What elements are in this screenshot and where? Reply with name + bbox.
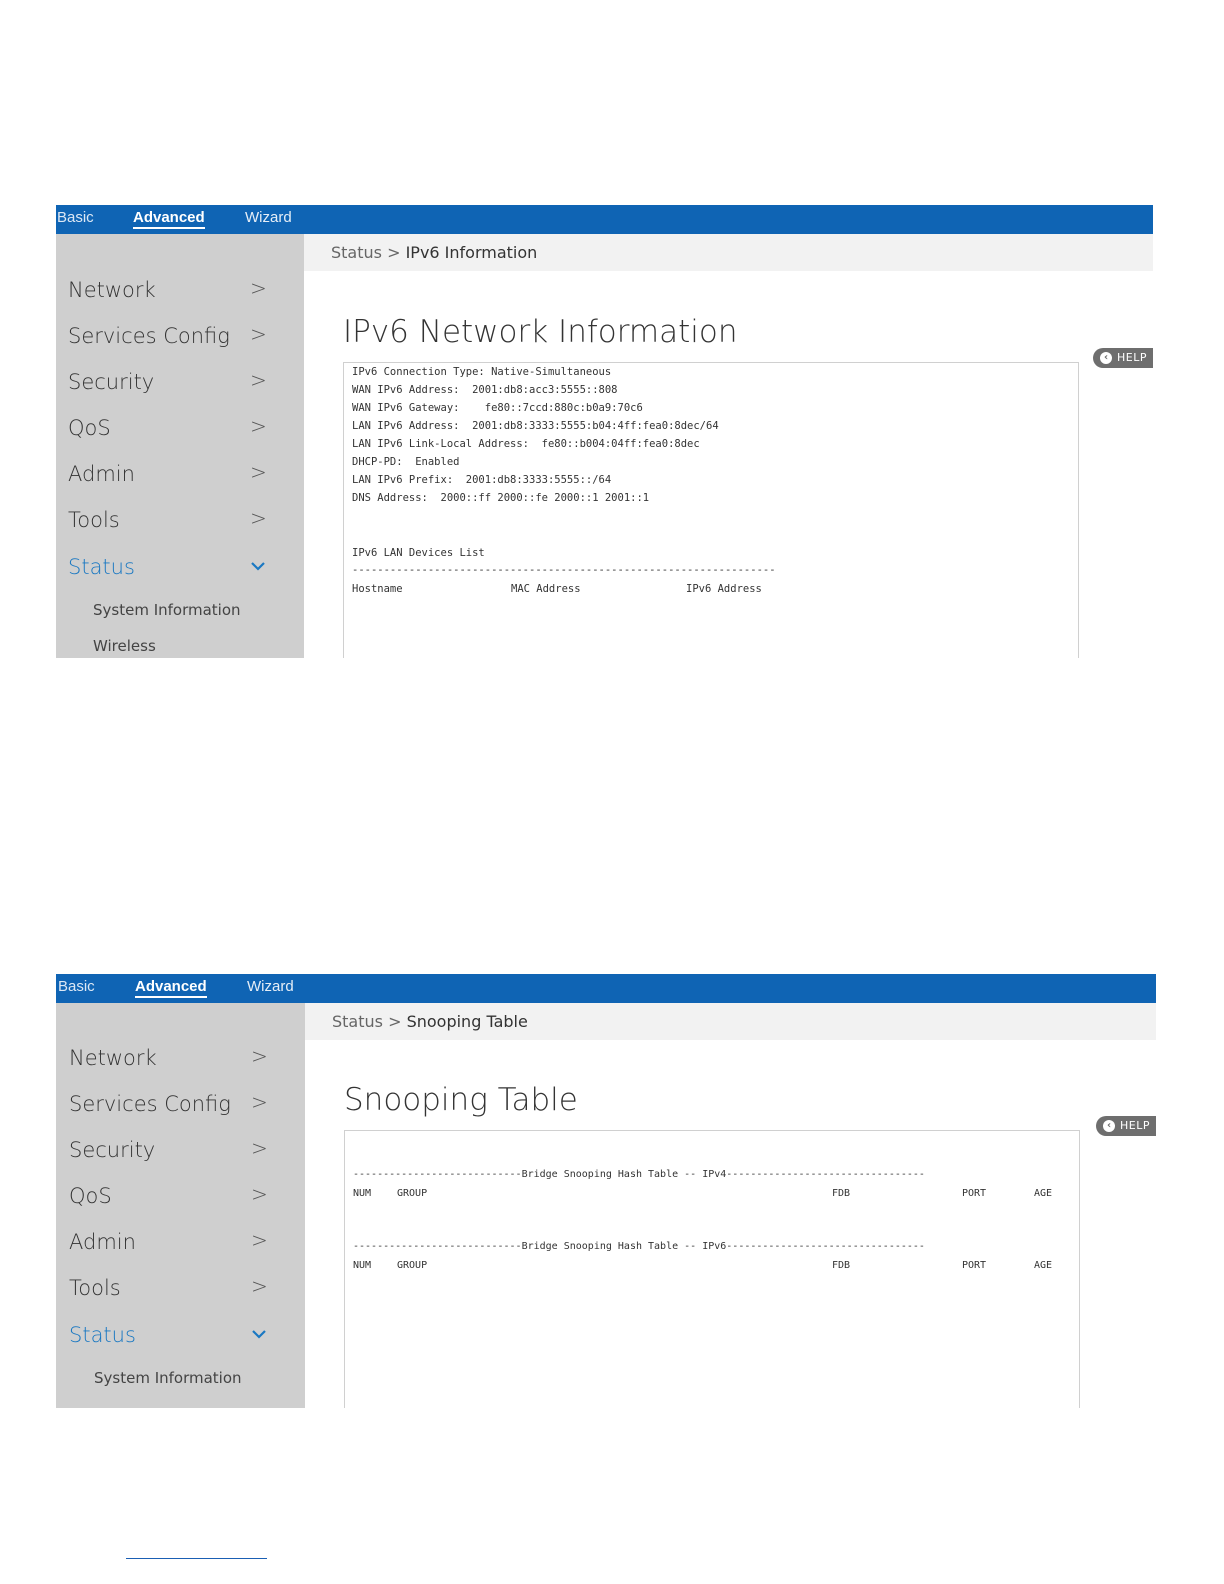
column-mac-address: MAC Address bbox=[511, 583, 581, 595]
sidebar-item-label: QoS bbox=[69, 1184, 112, 1208]
sidebar-item-network[interactable] bbox=[68, 278, 268, 308]
sidebar-item-tools[interactable] bbox=[69, 1276, 269, 1306]
chevron-right-icon: > bbox=[251, 1182, 268, 1206]
arrow-left-icon: ‹ bbox=[1100, 352, 1112, 364]
sidebar-item-label: QoS bbox=[68, 416, 111, 440]
breadcrumb bbox=[331, 243, 537, 262]
sidebar-item-status[interactable] bbox=[69, 1323, 269, 1353]
ipv6-column-num: NUM bbox=[353, 1260, 372, 1271]
sidebar-item-qos[interactable] bbox=[69, 1184, 269, 1214]
ipv6-info-panel bbox=[343, 362, 1079, 658]
tab-basic[interactable]: Basic bbox=[58, 978, 95, 995]
info-line-wan-address: WAN IPv6 Address: 2001:db8:acc3:5555::808 bbox=[352, 384, 618, 396]
chevron-right-icon: > bbox=[250, 276, 267, 300]
sidebar-item-security[interactable] bbox=[68, 370, 268, 400]
tab-advanced[interactable]: Advanced bbox=[133, 209, 205, 229]
sidebar-subitem-system-information[interactable]: System Information bbox=[93, 601, 241, 619]
sidebar-item-security[interactable] bbox=[69, 1138, 269, 1168]
info-line-wan-gateway: WAN IPv6 Gateway: fe80::7ccd:880c:b0a9:70c6 bbox=[352, 402, 643, 414]
column-ipv6-address: IPv6 Address bbox=[686, 583, 762, 595]
sidebar-item-admin[interactable] bbox=[69, 1230, 269, 1260]
sidebar-item-label: Admin bbox=[69, 1230, 136, 1254]
devices-rule: ------------------------------------------------------------------- bbox=[352, 564, 776, 576]
sidebar-item-network[interactable] bbox=[69, 1046, 269, 1076]
sidebar-item-services-config[interactable] bbox=[69, 1092, 269, 1122]
chevron-right-icon: > bbox=[250, 322, 267, 346]
sidebar-item-status[interactable] bbox=[68, 555, 268, 585]
devices-heading: IPv6 LAN Devices List bbox=[352, 547, 485, 559]
ipv4-column-num: NUM bbox=[353, 1188, 372, 1199]
chevron-down-icon bbox=[251, 1325, 267, 1344]
chevron-right-icon: > bbox=[250, 460, 267, 484]
tab-wizard[interactable]: Wizard bbox=[245, 209, 292, 226]
breadcrumb-parent[interactable]: Status > bbox=[332, 1012, 402, 1031]
sidebar-item-label: Network bbox=[68, 278, 156, 302]
ipv4-table-header: ----------------------------Bridge Snooping Hash Table -- IPv4--------------------------------- bbox=[353, 1169, 925, 1180]
page-title: Snooping Table bbox=[344, 1082, 578, 1118]
sidebar-item-label: Network bbox=[69, 1046, 157, 1070]
info-line-lan-address: LAN IPv6 Address: 2001:db8:3333:5555:b04:4ff:fea0:8dec/64 bbox=[352, 420, 719, 432]
sidebar-item-label: Security bbox=[68, 370, 155, 394]
help-button[interactable]: ‹ HELP bbox=[1096, 1116, 1156, 1136]
info-line-connection-type: IPv6 Connection Type: Native-Simultaneous bbox=[352, 366, 612, 378]
chevron-right-icon: > bbox=[251, 1274, 268, 1298]
sidebar-item-label: Admin bbox=[68, 462, 135, 486]
ipv4-column-fdb: FDB bbox=[832, 1188, 851, 1199]
snooping-table-screenshot bbox=[56, 974, 1156, 1408]
ipv6-column-group: GROUP bbox=[397, 1260, 428, 1271]
arrow-left-icon: ‹ bbox=[1103, 1120, 1115, 1132]
breadcrumb-bar bbox=[304, 234, 1153, 271]
top-nav-bar bbox=[56, 205, 1153, 234]
chevron-right-icon: > bbox=[251, 1228, 268, 1252]
ipv6-column-age: AGE bbox=[1034, 1260, 1053, 1271]
sidebar-item-label: Security bbox=[69, 1138, 156, 1162]
top-nav-bar bbox=[56, 974, 1156, 1003]
breadcrumb-bar bbox=[305, 1003, 1156, 1040]
sidebar-item-qos[interactable] bbox=[68, 416, 268, 446]
snooping-table-panel bbox=[344, 1130, 1080, 1408]
sidebar-item-tools[interactable] bbox=[68, 508, 268, 538]
chevron-right-icon: > bbox=[251, 1044, 268, 1068]
info-line-link-local: LAN IPv6 Link-Local Address: fe80::b004:04ff:fea0:8dec bbox=[352, 438, 700, 450]
sidebar-item-label: Status bbox=[69, 1323, 136, 1347]
sidebar-item-services-config[interactable] bbox=[68, 324, 268, 354]
breadcrumb-parent[interactable]: Status > bbox=[331, 243, 401, 262]
sidebar-item-label: Services Config bbox=[69, 1092, 231, 1116]
breadcrumb bbox=[332, 1012, 528, 1031]
sidebar-subitem-wireless[interactable]: Wireless bbox=[93, 637, 156, 655]
info-line-dhcp-pd: DHCP-PD: Enabled bbox=[352, 456, 460, 468]
sidebar bbox=[56, 234, 304, 658]
info-line-dns: DNS Address: 2000::ff 2000::fe 2000::1 2001::1 bbox=[352, 492, 650, 504]
chevron-right-icon: > bbox=[251, 1090, 268, 1114]
chevron-right-icon: > bbox=[251, 1136, 268, 1160]
sidebar-item-admin[interactable] bbox=[68, 462, 268, 492]
chevron-right-icon: > bbox=[250, 414, 267, 438]
tab-wizard[interactable]: Wizard bbox=[247, 978, 294, 995]
sidebar bbox=[56, 1003, 305, 1408]
sidebar-item-label: Tools bbox=[68, 508, 120, 532]
chevron-right-icon: > bbox=[250, 506, 267, 530]
ipv4-column-port: PORT bbox=[962, 1188, 987, 1199]
sidebar-item-label: Status bbox=[68, 555, 135, 579]
ipv4-column-group: GROUP bbox=[397, 1188, 428, 1199]
breadcrumb-current: Snooping Table bbox=[406, 1012, 528, 1031]
tab-basic[interactable]: Basic bbox=[57, 209, 94, 226]
breadcrumb-current: IPv6 Information bbox=[405, 243, 538, 262]
chevron-right-icon: > bbox=[250, 368, 267, 392]
sidebar-item-label: Services Config bbox=[68, 324, 230, 348]
tab-advanced[interactable]: Advanced bbox=[135, 978, 207, 998]
page-title: IPv6 Network Information bbox=[343, 314, 738, 350]
ipv6-table-header: ----------------------------Bridge Snooping Hash Table -- IPv6--------------------------------- bbox=[353, 1241, 925, 1252]
ipv6-column-port: PORT bbox=[962, 1260, 987, 1271]
help-button[interactable]: ‹ HELP bbox=[1093, 348, 1153, 368]
sidebar-item-label: Tools bbox=[69, 1276, 121, 1300]
column-hostname: Hostname bbox=[352, 583, 403, 595]
info-line-lan-prefix: LAN IPv6 Prefix: 2001:db8:3333:5555::/64 bbox=[352, 474, 612, 486]
chevron-down-icon bbox=[250, 557, 266, 576]
footer-link-underline bbox=[126, 1558, 267, 1559]
ipv4-column-age: AGE bbox=[1034, 1188, 1053, 1199]
ipv6-information-screenshot bbox=[56, 205, 1153, 658]
ipv6-column-fdb: FDB bbox=[832, 1260, 851, 1271]
sidebar-subitem-system-information[interactable]: System Information bbox=[94, 1369, 242, 1387]
